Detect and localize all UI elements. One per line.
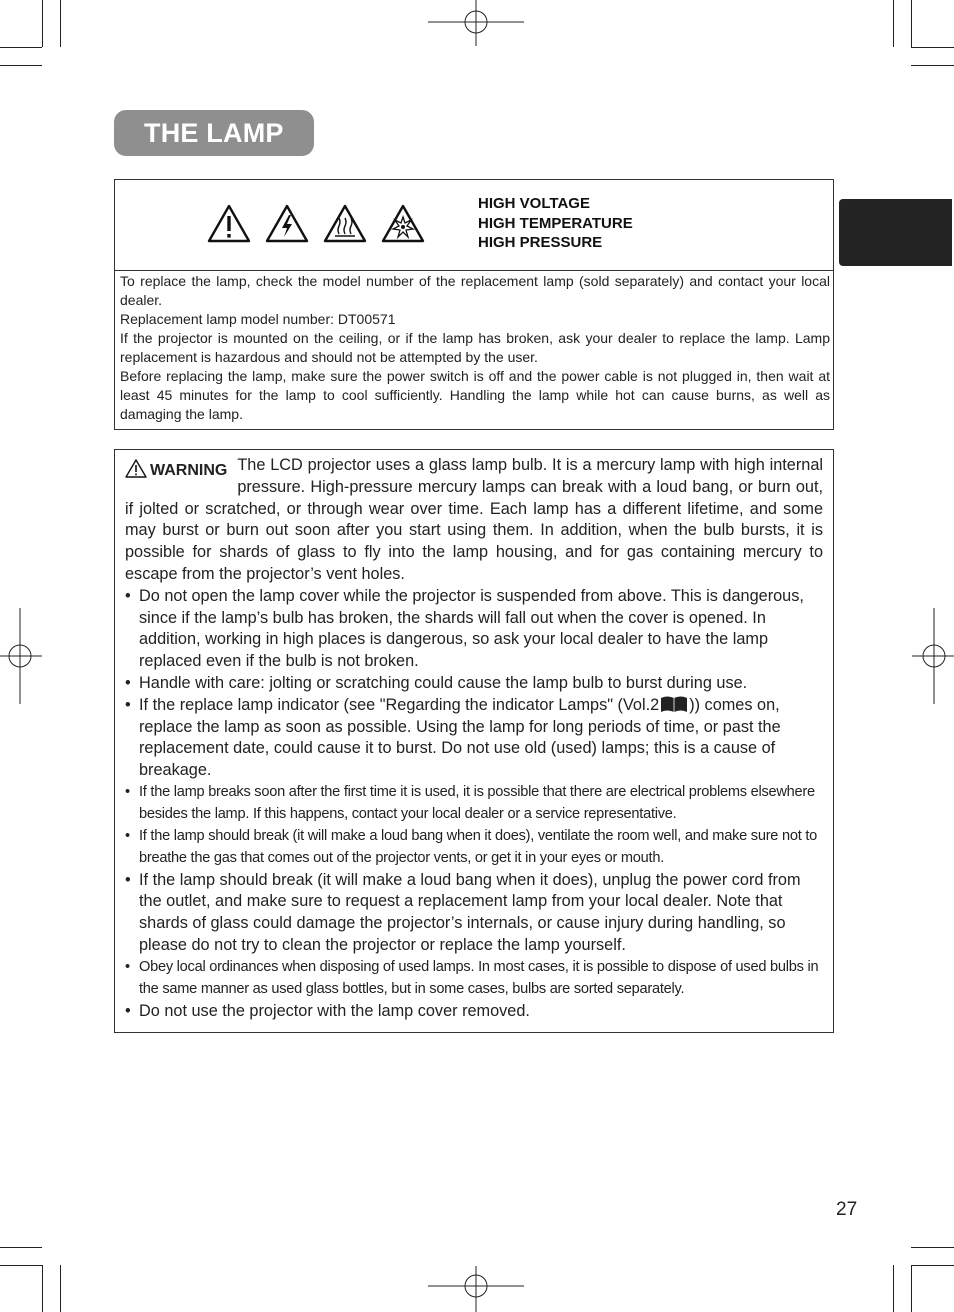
bullet-icon: • <box>125 673 131 692</box>
hazard-label: HIGH VOLTAGE <box>478 195 590 212</box>
list-item <box>125 782 823 826</box>
list-item <box>125 1001 823 1023</box>
list-item-text: If the lamp should break (it will make a loud bang when it does), ventilate the room well, and make sure not to breathe the gas that comes out of the projector vents, or get it in your eyes or mouth. <box>139 827 817 866</box>
crop-mark <box>0 1247 42 1248</box>
warning-label-text: WARNING <box>150 462 228 479</box>
explosion-icon <box>381 204 425 243</box>
crop-mark <box>42 0 43 47</box>
list-item-text: If the replace lamp indicator (see "Regarding the indicator Lamps" (Vol.2 <box>139 695 660 714</box>
crop-mark <box>893 0 894 47</box>
list-item-text: Obey local ordinances when disposing of used lamps. In most cases, it is possible to dispose of used bulbs in the same manner as used glass bottles, but in some cases, bulbs are sorted separately. <box>139 958 819 997</box>
list-item-text: If the lamp should break (it will make a loud bang when it does), unplug the power cord from the outlet, and make sure to request a replacement lamp from your local dealer. Note that shards of glass could damage the projector’s internals, or cause injury during handling, so please do not try to clean the projector or replace the lamp yourself. <box>139 870 801 954</box>
crop-mark <box>0 47 42 48</box>
lamp-replacement-info <box>120 272 830 424</box>
page-title: THE LAMP <box>114 110 314 156</box>
list-item <box>125 957 823 1001</box>
list-item <box>125 870 823 957</box>
warning-intro: The LCD projector uses a glass lamp bulb. It is a mercury lamp with high internal pressure. High-pressure mercury lamps can break with a loud bang, or burn out, if jolted or scratched, or through wear over time. Each lamp has a different lifetime, and some may burst or burn out soon after you start using them. In addition, when the bulb bursts, it is possible for shards of glass to fly into the lamp housing, and for gas containing mercury to escape from the projector’s vent holes. <box>125 456 823 583</box>
registration-mark-icon <box>428 0 524 48</box>
crop-mark <box>911 1265 954 1266</box>
hazard-box <box>114 179 834 430</box>
list-item-text: )) comes on, replace the lamp as soon as possible. Using the lamp for long periods of time, or past the replacement date, could cause it to burst. Do not use old (used) lamps; this is a cause of breakage. <box>139 695 781 780</box>
book-icon <box>660 695 688 713</box>
crop-mark <box>60 0 61 47</box>
crop-mark <box>911 1247 954 1248</box>
hazard-header <box>115 180 833 271</box>
list-item <box>125 586 823 673</box>
list-item <box>125 695 823 782</box>
model-number: Replacement lamp model number: DT00571 <box>120 311 396 327</box>
list-item-text: Do not use the projector with the lamp cover removed. <box>139 1001 530 1020</box>
warning-label <box>125 455 227 497</box>
high-voltage-icon <box>265 204 309 243</box>
info-paragraph: Before replacing the lamp, make sure the power switch is off and the power cable is not plugged in, then wait at least 45 minutes for the lamp to cool sufficiently. Handling the lamp while hot can cause burns, as well as damaging the lamp. <box>120 368 830 422</box>
crop-mark <box>60 1265 61 1312</box>
hazard-labels <box>478 194 633 253</box>
crop-mark <box>0 65 42 66</box>
bullet-icon: • <box>125 958 130 975</box>
info-paragraph: If the projector is mounted on the ceiling, or if the lamp has broken, ask your dealer to replace the lamp. Lamp replacement is hazardous and should not be attempted by the user. <box>120 330 830 365</box>
bullet-icon: • <box>125 870 131 889</box>
warning-list <box>125 586 823 1023</box>
bullet-icon: • <box>125 586 131 605</box>
page-number: 27 <box>836 1199 858 1220</box>
info-paragraph: To replace the lamp, check the model number of the replacement lamp (sold separately) and contact your local dealer. <box>120 273 830 308</box>
bullet-icon: • <box>125 827 130 844</box>
crop-mark <box>0 1265 42 1266</box>
registration-mark-icon <box>912 608 954 704</box>
crop-mark <box>911 47 954 48</box>
list-item <box>125 826 823 870</box>
crop-mark <box>893 1265 894 1312</box>
crop-mark <box>911 65 954 66</box>
registration-mark-icon <box>428 1264 524 1312</box>
crop-mark <box>42 1265 43 1312</box>
hazard-label: HIGH TEMPERATURE <box>478 214 633 232</box>
section-tab <box>839 199 952 266</box>
registration-mark-icon <box>0 608 42 704</box>
bullet-icon: • <box>125 783 130 800</box>
list-item-text: Do not open the lamp cover while the projector is suspended from above. This is dangerous, since if the lamp’s bulb has broken, the shards will fall out when the cover is opened. In addition, working in high places is dangerous, so ask your local dealer to have the lamp replaced even if the bulb is not broken. <box>139 586 804 671</box>
warning-box <box>114 449 834 1033</box>
hazard-label: HIGH PRESSURE <box>478 234 603 251</box>
list-item-text: If the lamp breaks soon after the first time it is used, it is possible that there are electrical problems elsewhere besides the lamp. If this happens, contact your local dealer or a service representative. <box>139 783 815 822</box>
list-item-text: Handle with care: jolting or scratching could cause the lamp bulb to burst during use. <box>139 673 748 692</box>
high-temperature-icon <box>323 204 367 243</box>
warning-triangle-icon <box>207 204 251 243</box>
warning-body <box>125 455 823 1022</box>
warning-triangle-icon <box>125 459 147 478</box>
crop-mark <box>911 1265 912 1312</box>
list-item <box>125 673 823 695</box>
bullet-icon: • <box>125 1001 131 1020</box>
crop-mark <box>911 0 912 47</box>
bullet-icon: • <box>125 695 131 714</box>
